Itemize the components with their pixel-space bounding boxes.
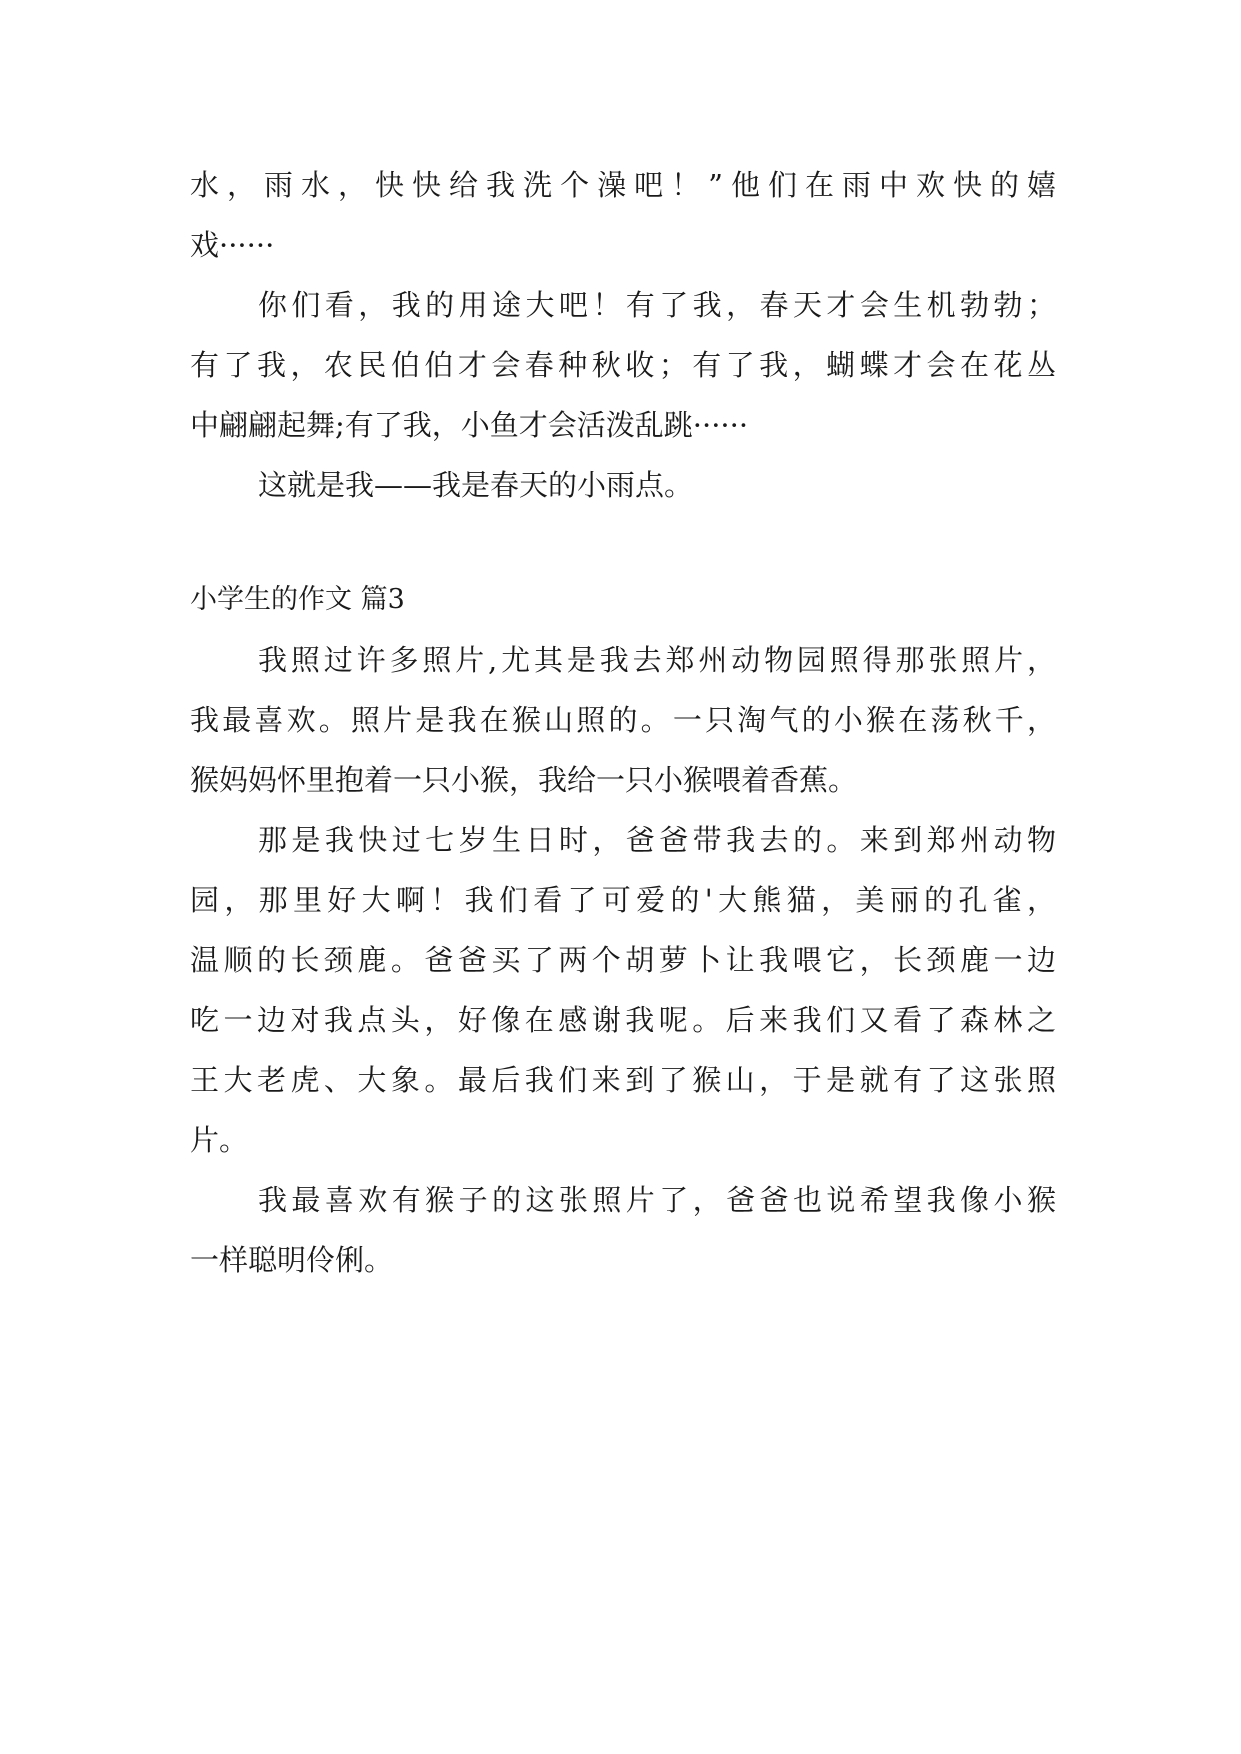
paragraph-start-line: 那是我快过七岁生日时，爸爸带我去的。来到郑州动物 <box>258 823 1056 857</box>
paragraph-start-line: 你们看，我的用途大吧！有了我，春天才会生机勃勃； <box>258 288 1056 322</box>
paragraph-start-line: 我最喜欢有猴子的这张照片了，爸爸也说希望我像小猴 <box>258 1183 1056 1217</box>
text-line: 王大老虎、大象。最后我们来到了猴山，于是就有了这张照 <box>190 1063 1056 1097</box>
section-heading: 小学生的作文 篇3 <box>190 584 405 615</box>
text-line: 园，那里好大啊！我们看了可爱的'大熊猫，美丽的孔雀， <box>190 883 1056 917</box>
paragraph-start-line: 我照过许多照片,尤其是我去郑州动物园照得那张照片， <box>258 643 1056 677</box>
text-line: 片。 <box>190 1123 249 1157</box>
paragraph-start-line: 这就是我——我是春天的小雨点。 <box>258 468 694 502</box>
text-line: 温顺的长颈鹿。爸爸买了两个胡萝卜让我喂它，长颈鹿一边 <box>190 943 1056 977</box>
text-line: 猴妈妈怀里抱着一只小猴，我给一只小猴喂着香蕉。 <box>190 763 858 797</box>
text-line: 一样聪明伶俐。 <box>190 1243 394 1277</box>
text-line: 戏······ <box>190 228 275 262</box>
text-line: 有了我，农民伯伯才会春种秋收；有了我，蝴蝶才会在花丛 <box>190 348 1056 382</box>
text-line: 水，雨水，快快给我洗个澡吧！”他们在雨中欢快的嬉 <box>190 168 1056 202</box>
text-line: 我最喜欢。照片是我在猴山照的。一只淘气的小猴在荡秋千， <box>190 703 1056 737</box>
text-line: 吃一边对我点头，好像在感谢我呢。后来我们又看了森林之 <box>190 1003 1056 1037</box>
text-line: 中翩翩起舞;有了我，小鱼才会活泼乱跳······ <box>190 408 749 442</box>
